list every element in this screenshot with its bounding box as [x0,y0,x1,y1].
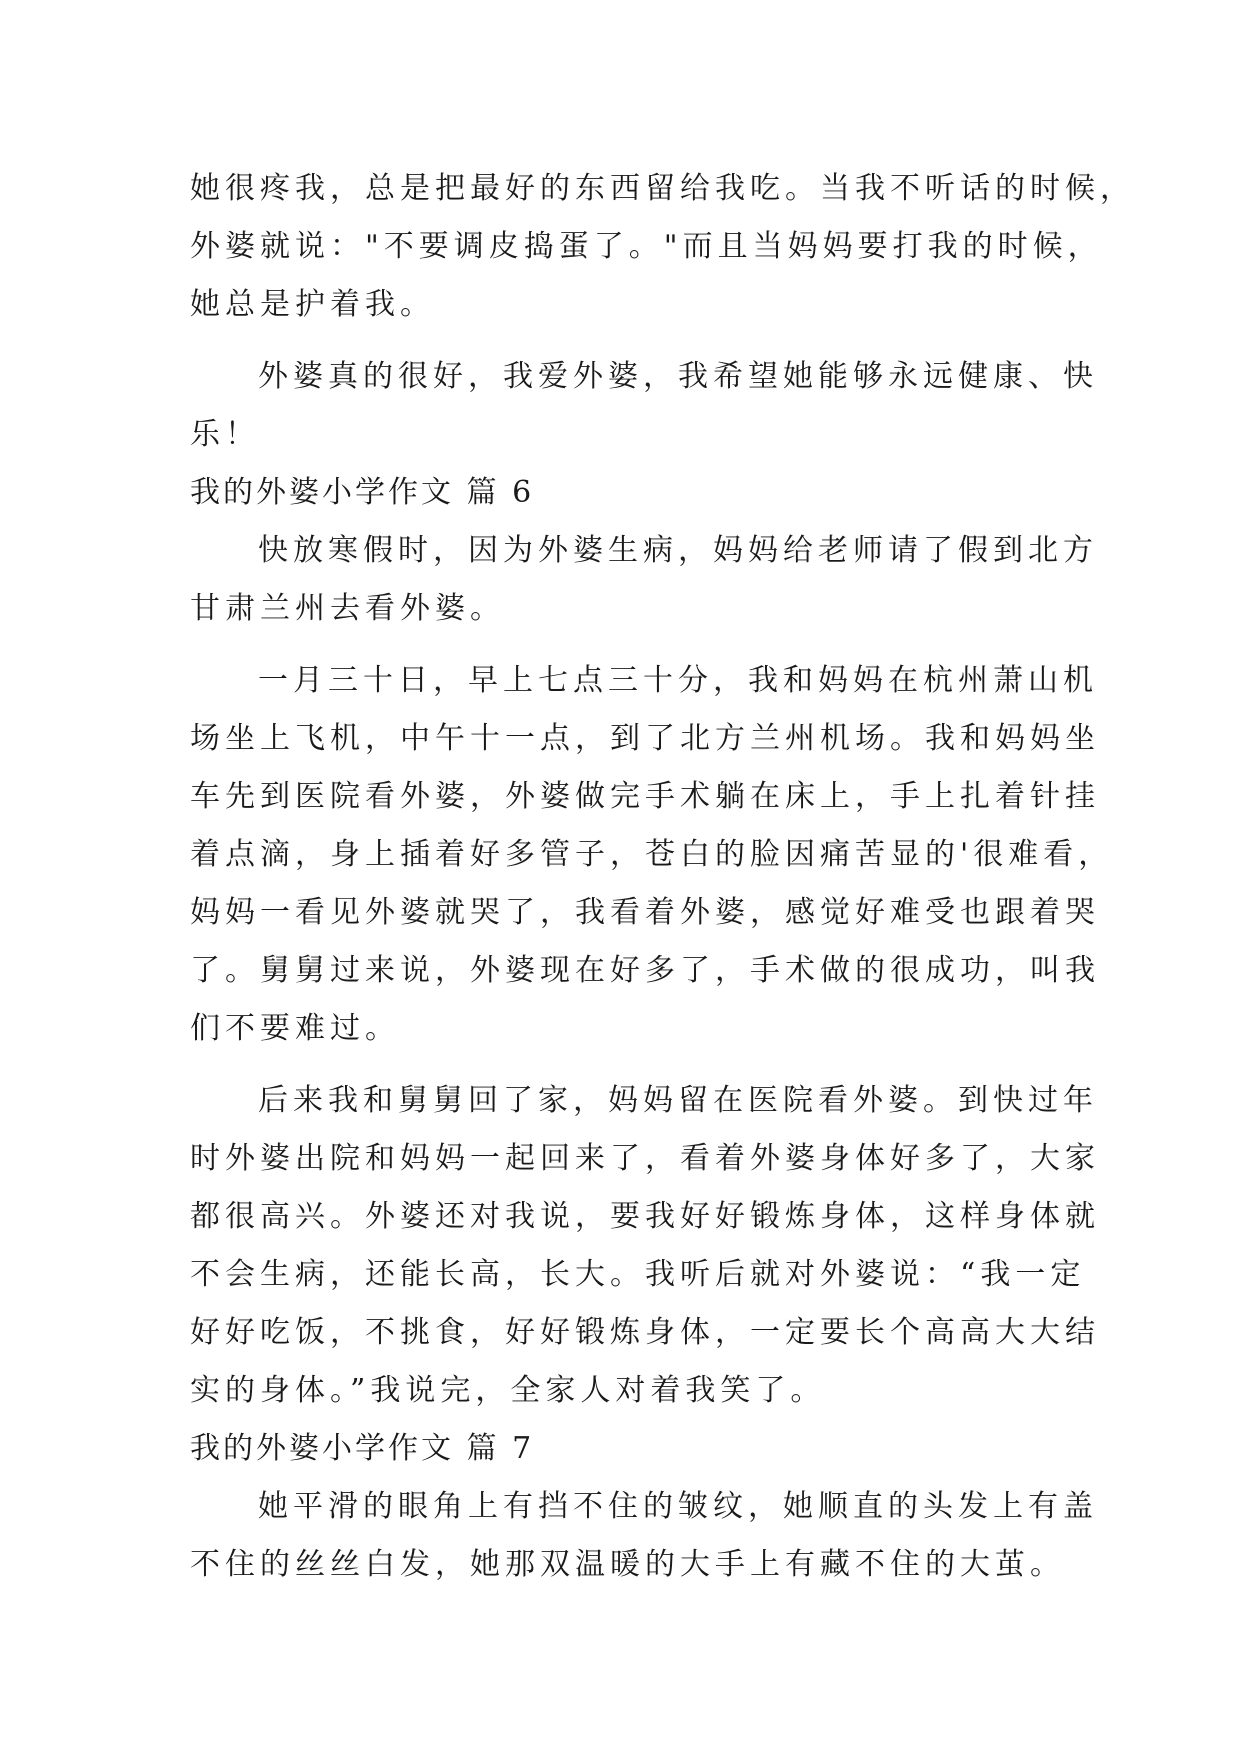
paragraph-line: 车先到医院看外婆，外婆做完手术躺在床上，手上扎着针挂 [190,779,1100,814]
article-body [190,160,1135,1594]
section-heading: 我的外婆小学作文 篇 6 [190,475,535,510]
paragraph-line: 外婆就说："不要调皮捣蛋了。"而且当妈妈要打我的时候， [190,229,1103,264]
paragraph-line: 妈妈一看见外婆就哭了，我看着外婆，感觉好难受也跟着哭 [190,895,1100,930]
paragraph-line: 她平滑的眼角上有挡不住的皱纹，她顺直的头发上有盖 [258,1489,1098,1524]
paragraph-line: 一月三十日，早上七点三十分，我和妈妈在杭州萧山机 [258,663,1098,698]
paragraph-line: 乐！ [190,417,260,452]
paragraph-line: 不住的丝丝白发，她那双温暖的大手上有藏不住的大茧。 [190,1547,1065,1582]
paragraph-line: 们不要难过。 [190,1011,400,1046]
paragraph-line: 时外婆出院和妈妈一起回来了，看着外婆身体好多了，大家 [190,1141,1100,1176]
section-heading: 我的外婆小学作文 篇 7 [190,1431,535,1466]
paragraph-line: 了。舅舅过来说，外婆现在好多了，手术做的很成功，叫我 [190,953,1100,988]
paragraph-line: 场坐上飞机，中午十一点，到了北方兰州机场。我和妈妈坐 [190,721,1100,756]
paragraph-line: 好好吃饭，不挑食，好好锻炼身体，一定要长个高高大大结 [190,1315,1100,1350]
paragraph-line: 实的身体。”我说完，全家人对着我笑了。 [190,1373,826,1408]
paragraph-line: 她很疼我，总是把最好的东西留给我吃。当我不听话的时候， [190,171,1135,206]
paragraph-line: 甘肃兰州去看外婆。 [190,591,505,626]
paragraph-line: 都很高兴。外婆还对我说，要我好好锻炼身体，这样身体就 [190,1199,1100,1234]
paragraph-line: 后来我和舅舅回了家，妈妈留在医院看外婆。到快过年 [258,1083,1098,1118]
paragraph-line: 着点滴，身上插着好多管子，苍白的脸因痛苦显的'很难看， [190,837,1114,872]
paragraph-line: 外婆真的很好，我爱外婆，我希望她能够永远健康、快 [258,359,1098,394]
paragraph-line: 她总是护着我。 [190,287,435,322]
paragraph-line: 快放寒假时，因为外婆生病，妈妈给老师请了假到北方 [258,533,1098,568]
paragraph-line: 不会生病，还能长高，长大。我听后就对外婆说：“我一定 [190,1257,1086,1292]
